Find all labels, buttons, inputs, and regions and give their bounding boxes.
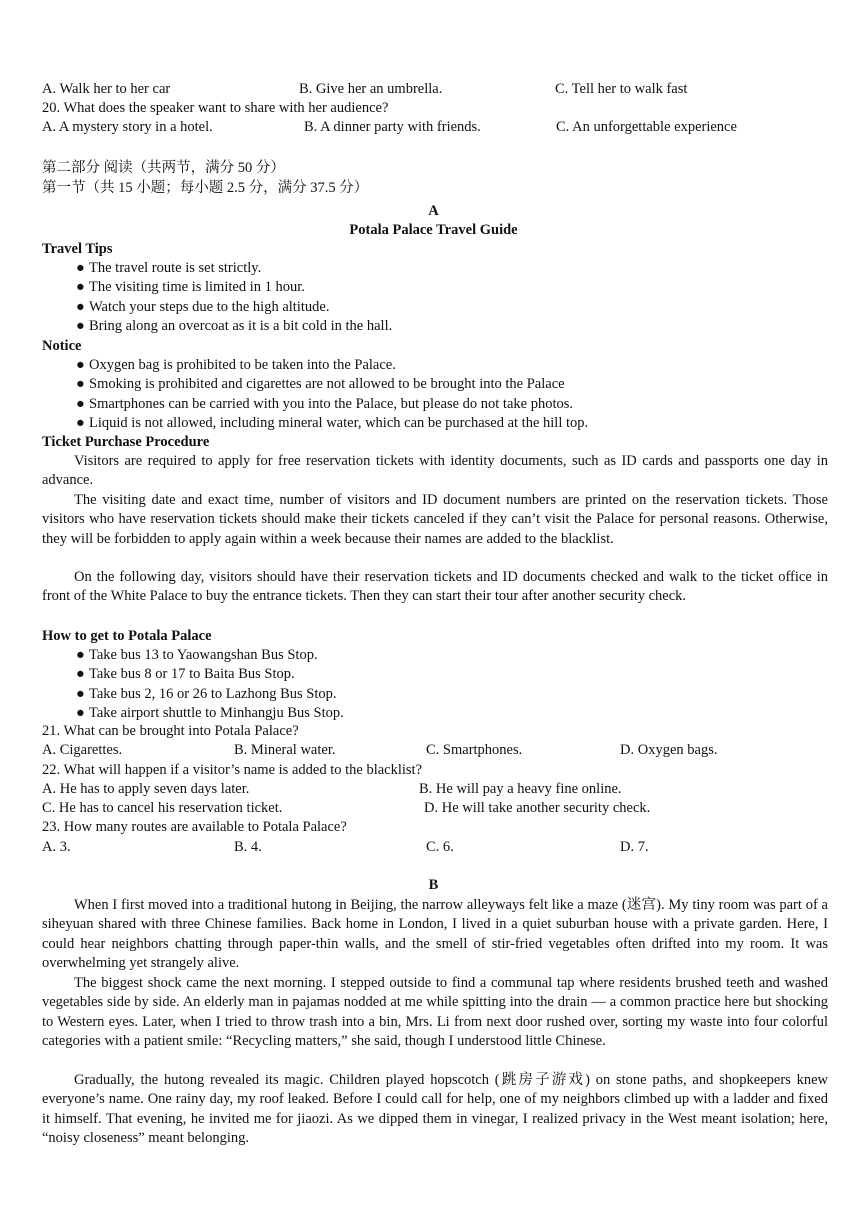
- q20-question: 20. What does the speaker want to share with her audience?: [42, 100, 389, 116]
- how-to-get-heading: How to get to Potala Palace: [42, 628, 212, 644]
- bullet-icon: ●: [76, 318, 85, 335]
- section-subtitle: 第一节（共 15 小题；每小题 2.5 分，满分 37.5 分）: [42, 180, 369, 196]
- q22-option-b: B. He will pay a heavy fine online.: [419, 781, 622, 797]
- q21-option-a: A. Cigarettes.: [42, 742, 123, 758]
- q23-question: 23. How many routes are available to Potala Palace?: [42, 819, 347, 835]
- how-to-get-list: [76, 646, 344, 724]
- passage-b-letter: B: [428, 877, 439, 893]
- q23-option-b: B. 4.: [234, 839, 262, 855]
- list-item: ● Smartphones can be carried with you into the Palace, but please do not take photos.: [76, 395, 574, 412]
- q21-question: 21. What can be brought into Potala Palace?: [42, 723, 299, 739]
- bullet-icon: ●: [76, 357, 85, 373]
- travel-tips-heading: Travel Tips: [42, 241, 113, 257]
- ticket-heading: Ticket Purchase Procedure: [42, 434, 210, 450]
- passage-b-paragraph-3: Gradually, the hutong revealed its magic. Children played hopscotch (跳房子游戏) on stone paths, and shopkeepers knew everyone’s name. One rainy day, my roof leaked. Before I could call for help, one of my neighbors climbed up with a ladder and fixed it himself. That evening, he invited me for jiaozi. As we dipped them in vinegar, I realized privacy in the West meant isolation; here, “noisy closeness” meant belonging.: [42, 1072, 828, 1147]
- list-item: ● Take bus 8 or 17 to Baita Bus Stop.: [76, 666, 295, 683]
- part-title: 第二部分 阅读（共两节，满分 50 分）: [42, 160, 285, 176]
- q22-option-a: A. He has to apply seven days later.: [42, 781, 250, 797]
- ticket-paragraph-1: Visitors are required to apply for free reservation tickets with identity documents, such as ID cards and passports one day in advance.: [42, 453, 828, 489]
- q23-option-a: A. 3.: [42, 839, 71, 855]
- q19-option-b: B. Give her an umbrella.: [299, 81, 443, 97]
- q21-option-b: B. Mineral water.: [234, 742, 336, 758]
- list-item: ● The visiting time is limited in 1 hour.: [76, 279, 305, 296]
- list-item: ● Bring along an overcoat as it is a bit cold in the hall.: [76, 318, 393, 335]
- list-item: ● Liquid is not allowed, including mineral water, which can be purchased at the hill top.: [76, 415, 589, 432]
- list-item: ● Take bus 13 to Yaowangshan Bus Stop.: [76, 647, 318, 663]
- notice-heading: Notice: [42, 338, 82, 354]
- bullet-icon: ●: [76, 298, 85, 315]
- passage-b-paragraph-2: The biggest shock came the next morning. I stepped outside to find a communal tap where residents brushed teeth and washed vegetables side by side. An elderly man in pajamas nodded at me while spitting into the drain — a common practice here but shocking to Western eyes. Later, when I tried to throw trash into a bin, Mrs. Li from next door rushed over, sorting my waste into four colorful categories with a patient smile: “Recycling matters,” she said, though I understood little Chinese.: [42, 975, 828, 1050]
- list-item: ● Watch your steps due to the high altitude.: [76, 298, 330, 315]
- list-item: ● Smoking is prohibited and cigarettes are not allowed to be brought into the Palace: [76, 376, 565, 393]
- bullet-icon: ●: [76, 415, 85, 432]
- q20-option-b: B. A dinner party with friends.: [304, 119, 481, 135]
- passage-a-title: Potala Palace Travel Guide: [349, 222, 518, 238]
- q22-option-c: C. He has to cancel his reservation ticket.: [42, 800, 283, 816]
- q23-option-c: C. 6.: [426, 839, 454, 855]
- ticket-paragraph-3: On the following day, visitors should have their reservation tickets and ID documents checked and walk to the ticket office in front of the White Palace to buy the entrance tickets. Then they can start their tour after another security check.: [42, 569, 828, 605]
- bullet-icon: ●: [76, 376, 85, 393]
- bullet-icon: ●: [76, 395, 85, 412]
- bullet-icon: ●: [76, 279, 85, 296]
- notice-list: [76, 356, 588, 434]
- passage-b-paragraph-1: When I first moved into a traditional hutong in Beijing, the narrow alleyways felt like a maze (迷宫). My tiny room was part of a siheyuan shared with three Chinese families. Back home in London, I lived in a quiet suburban house with a private garden. Here, I could hear neighbors chatting through paper-thin walls, and the smell of stir-fried vegetables often drifted into my room. It was overwhelming yet strangely alive.: [42, 897, 828, 972]
- bullet-icon: ●: [76, 705, 85, 722]
- bullet-icon: ●: [76, 685, 85, 702]
- list-item: ● Oxygen bag is prohibited to be taken into the Palace.: [76, 357, 396, 373]
- travel-tips-list: [76, 259, 392, 337]
- bullet-icon: ●: [76, 647, 85, 663]
- bullet-icon: ●: [76, 666, 85, 683]
- q21-option-c: C. Smartphones.: [426, 742, 523, 758]
- q19-option-c: C. Tell her to walk fast: [555, 81, 688, 97]
- passage-a-letter: A: [428, 203, 439, 219]
- list-item: ● The travel route is set strictly.: [76, 260, 262, 276]
- ticket-paragraph-2: The visiting date and exact time, number of visitors and ID document numbers are printed on the reservation tickets. Those visitors who have reservation tickets should make their tickets canceled if they can’t visit the Palace for personal reasons. Otherwise, they will be forbidden to apply again within a week because their names are added to the blacklist.: [42, 492, 828, 547]
- bullet-icon: ●: [76, 260, 85, 276]
- list-item: ● Take airport shuttle to Minhangju Bus Stop.: [76, 705, 344, 722]
- q21-option-d: D. Oxygen bags.: [620, 742, 718, 758]
- q23-option-d: D. 7.: [620, 839, 649, 855]
- list-item: ● Take bus 2, 16 or 26 to Lazhong Bus Stop.: [76, 685, 337, 702]
- q20-option-c: C. An unforgettable experience: [556, 119, 737, 135]
- q22-option-d: D. He will take another security check.: [424, 800, 651, 816]
- q20-option-a: A. A mystery story in a hotel.: [42, 119, 213, 135]
- q19-option-a: A. Walk her to her car: [42, 81, 171, 97]
- q22-question: 22. What will happen if a visitor’s name is added to the blacklist?: [42, 762, 423, 778]
